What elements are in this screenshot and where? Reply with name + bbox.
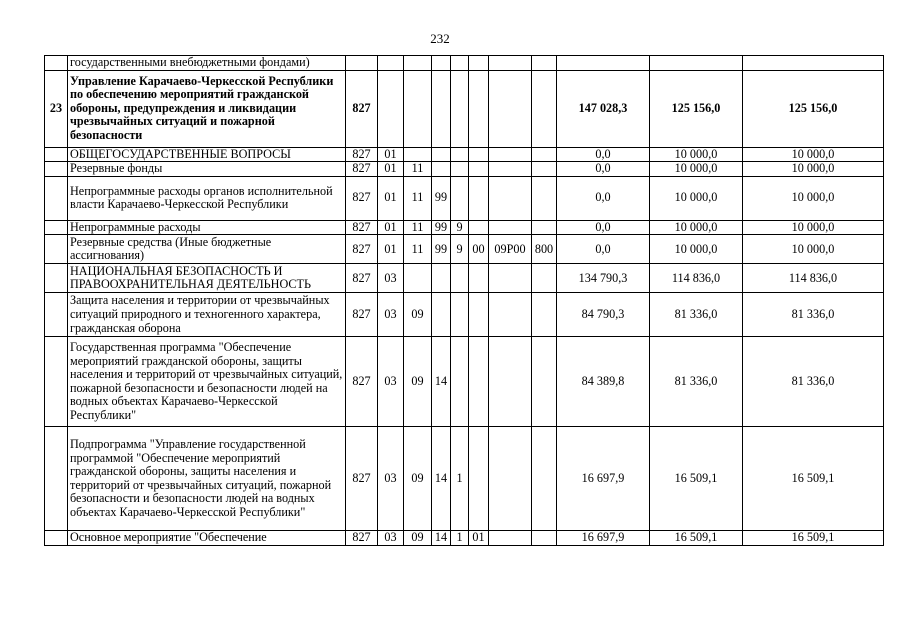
sum-year-3: 81 336,0 (743, 293, 884, 337)
ministry-code: 827 (346, 337, 378, 427)
ministry-code: 827 (346, 220, 378, 235)
row-number (45, 162, 68, 177)
program-code: 99 (432, 220, 451, 235)
row-number (45, 337, 68, 427)
ministry-code: 827 (346, 70, 378, 147)
row-number (45, 264, 68, 293)
ministry-code: 827 (346, 147, 378, 162)
section-code: 01 (378, 235, 404, 264)
page-number: 232 (430, 31, 450, 46)
event-code (469, 293, 489, 337)
table-row (45, 531, 884, 546)
sum-year-3: 10 000,0 (743, 162, 884, 177)
table-row (45, 337, 884, 427)
sum-year-3: 114 836,0 (743, 264, 884, 293)
subsection-code: 09 (404, 293, 432, 337)
expense-type-code (532, 427, 557, 531)
section-code: 03 (378, 293, 404, 337)
program-code: 14 (432, 427, 451, 531)
sum-year-1: 16 697,9 (557, 531, 650, 546)
row-number (45, 427, 68, 531)
sum-year-2 (650, 56, 743, 71)
sum-year-3 (743, 56, 884, 71)
subsection-code: 11 (404, 176, 432, 220)
row-number (45, 56, 68, 71)
sum-year-3: 10 000,0 (743, 147, 884, 162)
sum-year-3: 16 509,1 (743, 531, 884, 546)
sum-year-1: 0,0 (557, 176, 650, 220)
subprogram-code: 9 (451, 220, 469, 235)
event-code (469, 147, 489, 162)
subprogram-code: 1 (451, 531, 469, 546)
row-name: НАЦИОНАЛЬНАЯ БЕЗОПАСНОСТЬ И ПРАВООХРАНИТЕЛЬНАЯ ДЕЯТЕЛЬНОСТЬ (68, 264, 346, 293)
section-code (378, 56, 404, 71)
row-number (45, 147, 68, 162)
expense-type-code (532, 147, 557, 162)
subprogram-code (451, 264, 469, 293)
sum-year-1: 0,0 (557, 220, 650, 235)
direction-code (489, 337, 532, 427)
subsection-code: 11 (404, 220, 432, 235)
expense-type-code (532, 220, 557, 235)
subsection-code (404, 264, 432, 293)
subsection-code: 09 (404, 337, 432, 427)
row-number (45, 235, 68, 264)
sum-year-3: 10 000,0 (743, 176, 884, 220)
section-code: 03 (378, 531, 404, 546)
direction-code (489, 531, 532, 546)
event-code (469, 337, 489, 427)
sum-year-2: 114 836,0 (650, 264, 743, 293)
direction-code (489, 220, 532, 235)
ministry-code: 827 (346, 427, 378, 531)
row-number (45, 293, 68, 337)
row-name: Государственная программа "Обеспечение мероприятий гражданской обороны, защиты населения и территорий от чрезвычайных ситуаций, пожарной безопасности и безопасности людей на водных объектах Карачаево-Черкесской Республики" (68, 337, 346, 427)
table-row (45, 220, 884, 235)
expense-type-code (532, 162, 557, 177)
event-code (469, 162, 489, 177)
row-name: Непрограммные расходы (68, 220, 346, 235)
sum-year-2: 10 000,0 (650, 235, 743, 264)
event-code (469, 264, 489, 293)
table-row (45, 427, 884, 531)
subsection-code: 09 (404, 427, 432, 531)
sum-year-3: 81 336,0 (743, 337, 884, 427)
event-code (469, 176, 489, 220)
table-row (45, 56, 884, 71)
subsection-code: 11 (404, 162, 432, 177)
row-name: ОБЩЕГОСУДАРСТВЕННЫЕ ВОПРОСЫ (68, 147, 346, 162)
sum-year-2: 81 336,0 (650, 293, 743, 337)
sum-year-1 (557, 56, 650, 71)
ministry-code: 827 (346, 293, 378, 337)
program-code: 99 (432, 235, 451, 264)
ministry-code: 827 (346, 235, 378, 264)
subsection-code: 11 (404, 235, 432, 264)
table-row (45, 235, 884, 264)
sum-year-3: 10 000,0 (743, 220, 884, 235)
section-code: 03 (378, 264, 404, 293)
ministry-code (346, 56, 378, 71)
sum-year-3: 16 509,1 (743, 427, 884, 531)
ministry-code: 827 (346, 531, 378, 546)
program-code: 14 (432, 337, 451, 427)
row-name: государственными внебюджетными фондами) (68, 56, 346, 71)
direction-code (489, 162, 532, 177)
program-code (432, 56, 451, 71)
budget-table (44, 55, 884, 546)
program-code: 99 (432, 176, 451, 220)
direction-code: 09Р00 (489, 235, 532, 264)
subprogram-code: 1 (451, 427, 469, 531)
event-code (469, 56, 489, 71)
sum-year-1: 0,0 (557, 162, 650, 177)
sum-year-2: 125 156,0 (650, 70, 743, 147)
sum-year-1: 16 697,9 (557, 427, 650, 531)
sum-year-2: 10 000,0 (650, 176, 743, 220)
expense-type-code (532, 293, 557, 337)
ministry-code: 827 (346, 264, 378, 293)
subprogram-code (451, 293, 469, 337)
sum-year-2: 10 000,0 (650, 220, 743, 235)
sum-year-2: 16 509,1 (650, 531, 743, 546)
row-name: Резервные средства (Иные бюджетные ассигнования) (68, 235, 346, 264)
table-row (45, 264, 884, 293)
expense-type-code (532, 176, 557, 220)
sum-year-3: 125 156,0 (743, 70, 884, 147)
table-row (45, 147, 884, 162)
direction-code (489, 264, 532, 293)
program-code (432, 147, 451, 162)
event-code (469, 220, 489, 235)
section-code: 03 (378, 427, 404, 531)
expense-type-code (532, 264, 557, 293)
sum-year-2: 16 509,1 (650, 427, 743, 531)
program-code (432, 293, 451, 337)
subprogram-code (451, 70, 469, 147)
row-number (45, 176, 68, 220)
row-name: Управление Карачаево-Черкесской Республики по обеспечению мероприятий гражданской обороны, предупреждения и ликвидации чрезвычайных ситуаций и пожарной безопасности (68, 70, 346, 147)
ministry-code: 827 (346, 176, 378, 220)
sum-year-2: 10 000,0 (650, 147, 743, 162)
event-code: 00 (469, 235, 489, 264)
sum-year-1: 147 028,3 (557, 70, 650, 147)
sum-year-1: 84 389,8 (557, 337, 650, 427)
sum-year-1: 84 790,3 (557, 293, 650, 337)
sum-year-1: 0,0 (557, 235, 650, 264)
row-number (45, 220, 68, 235)
expense-type-code: 800 (532, 235, 557, 264)
section-code: 03 (378, 337, 404, 427)
expense-type-code (532, 531, 557, 546)
subprogram-code (451, 56, 469, 71)
row-number (45, 531, 68, 546)
program-code (432, 264, 451, 293)
subsection-code (404, 147, 432, 162)
sum-year-1: 0,0 (557, 147, 650, 162)
row-name: Основное мероприятие "Обеспечение (68, 531, 346, 546)
program-code: 14 (432, 531, 451, 546)
sum-year-1: 134 790,3 (557, 264, 650, 293)
event-code (469, 70, 489, 147)
expense-type-code (532, 56, 557, 71)
sum-year-2: 10 000,0 (650, 162, 743, 177)
subprogram-code (451, 147, 469, 162)
ministry-code: 827 (346, 162, 378, 177)
table-row (45, 162, 884, 177)
event-code (469, 427, 489, 531)
sum-year-2: 81 336,0 (650, 337, 743, 427)
direction-code (489, 293, 532, 337)
section-code: 01 (378, 147, 404, 162)
section-code: 01 (378, 220, 404, 235)
expense-type-code (532, 70, 557, 147)
program-code (432, 70, 451, 147)
table-row (45, 293, 884, 337)
subprogram-code: 9 (451, 235, 469, 264)
row-number: 23 (45, 70, 68, 147)
subsection-code (404, 70, 432, 147)
table-row (45, 70, 884, 147)
subprogram-code (451, 337, 469, 427)
section-code (378, 70, 404, 147)
section-code: 01 (378, 162, 404, 177)
table-row (45, 176, 884, 220)
direction-code (489, 70, 532, 147)
row-name: Резервные фонды (68, 162, 346, 177)
section-code: 01 (378, 176, 404, 220)
subsection-code (404, 56, 432, 71)
subprogram-code (451, 176, 469, 220)
table-body (45, 56, 884, 546)
program-code (432, 162, 451, 177)
direction-code (489, 56, 532, 71)
direction-code (489, 147, 532, 162)
row-name: Непрограммные расходы органов исполнительной власти Карачаево-Черкесской Республики (68, 176, 346, 220)
sum-year-3: 10 000,0 (743, 235, 884, 264)
subprogram-code (451, 162, 469, 177)
row-name: Подпрограмма "Управление государственной программой "Обеспечение мероприятий гражданской обороны, защиты населения и территорий от чрезвычайных ситуаций, пожарной безопасности и безопасности людей на водных объектах Карачаево-Черкесской Республики" (68, 427, 346, 531)
direction-code (489, 176, 532, 220)
direction-code (489, 427, 532, 531)
expense-type-code (532, 337, 557, 427)
subsection-code: 09 (404, 531, 432, 546)
event-code: 01 (469, 531, 489, 546)
row-name: Защита населения и территории от чрезвычайных ситуаций природного и техногенного характера, гражданская оборона (68, 293, 346, 337)
